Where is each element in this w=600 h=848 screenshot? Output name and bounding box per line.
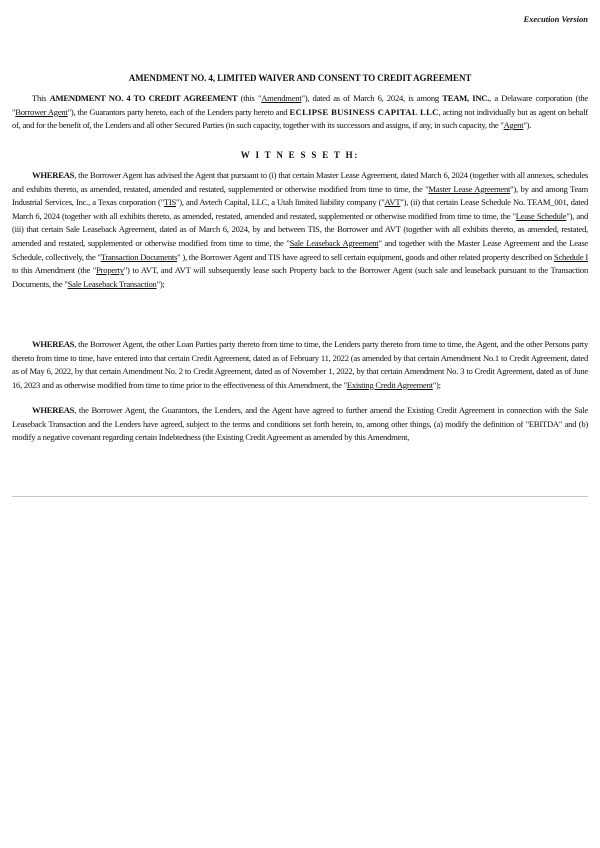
witnesseth-heading: W I T N E S S E T H: — [240, 150, 360, 160]
defined-term-avt: AVT — [384, 197, 401, 208]
defined-term-amendment: Amendment — [261, 93, 302, 103]
defined-term-property: Property — [96, 265, 124, 276]
schedule-reference: Schedule I — [553, 251, 588, 262]
amendment-title-bold: AMENDMENT NO. 4 TO CREDIT AGREEMENT — [49, 93, 238, 103]
defined-term-sale-leaseback-transaction: Sale Leaseback Transaction — [67, 278, 157, 289]
whereas-label: WHEREAS — [32, 339, 75, 349]
party-eclipse: ECLIPSE BUSINESS CAPITAL LLC — [289, 106, 439, 117]
document-title: AMENDMENT NO. 4, LIMITED WAIVER AND CONSENT TO CREDIT AGREEMENT — [128, 73, 472, 83]
whereas-paragraph-1: WHEREAS, the Borrower Agent has advised the Agent that pursuant to (i) that certain Master Lease Agreement, dated March 6, 2024 (together with all annexes, schedules and exhibits thereto, as amended, restated, amended and restated, supplemented or otherwise modified from time to time, the "Master Lease Agreement"), by and among Team Industrial Services, Inc., a Texas corporation ("TIS"), and Avtech Capital, LLC, a Utah limited liability company ("AVT"), (ii) that certain Lease Schedule No. TEAM_001, dated March 6, 2024 (together with all exhibits thereto, as amended, restated, amended and restated, supplemented or otherwise modified from time to time, the "Lease Schedule"), and (iii) that certain Sale Leaseback Agreement, dated as of March 6, 2024, by and between TIS, the Borrower and AVT (together with all exhibits thereto, as amended, restated, amended and restated, supplemented or otherwise modified from time to time, the "Sale Leaseback Agreement" and together with the Master Lease Agreement and the Lease Schedule, collectively, the "Transaction Documents" ), the Borrower Agent and TIS have agreed to sell certain equipment, goods and other related property described on Schedule I to this Amendment (the "Property") to AVT, and AVT will subsequently lease such Property back to the Borrower Agent (such sale and leaseback pursuant to the Transaction Documents, the "Sale Leaseback Transaction"); — [12, 170, 589, 289]
defined-term-sale-leaseback-agreement: Sale Leaseback Agreement — [289, 237, 379, 248]
execution-version-label: Execution Version — [523, 14, 588, 24]
defined-term-borrower-agent: Borrower Agent — [15, 106, 68, 117]
intro-paragraph: This AMENDMENT NO. 4 TO CREDIT AGREEMENT (this "Amendment"), dated as of March 6, 2024, is among TEAM, INC., a Delaware corporation (the "Borrower Agent"), the Guarantors party hereto, each of the Lenders party hereto and ECLIPSE BUSINESS CAPITAL LLC, acting not individually but as agent on behalf of, and for the benefit of, the Lenders and all other Secured Parties (in such capacity, together with its successors and assigns, if any, in such capacity, the "Agent"). — [12, 93, 588, 131]
defined-term-master-lease-agreement: Master Lease Agreement — [428, 183, 511, 194]
whereas-label: WHEREAS — [32, 170, 75, 180]
party-team-inc: TEAM, INC. — [442, 93, 490, 103]
defined-term-tis: TIS — [163, 197, 176, 208]
whereas-paragraph-2: WHEREAS, the Borrower Agent, the other Loan Parties party thereto from time to time, the Lenders party thereto from time to time, the Agent, and the other Persons party thereto from time to time, have entered into that certain Credit Agreement, dated as of February 11, 2022 (as amended by that certain Amendment No.1 to Credit Agreement, dated as of May 6, 2022, by that certain Amendment No. 2 to Credit Agreement, dated as of November 1, 2022, by that certain Amendment No. 3 to Credit Agreement, dated as of June 16, 2023 and as otherwise modified from time to time prior to the effectiveness of this Amendment, the "Existing Credit Agreement"); — [12, 339, 588, 390]
defined-term-transaction-documents: Transaction Documents — [100, 251, 178, 262]
whereas-paragraph-3: WHEREAS, the Borrower Agent, the Guarantors, the Lenders, and the Agent have agreed to further amend the Existing Credit Agreement in connection with the Sale Leaseback Transaction and the Lenders have agreed, subject to the terms and conditions set forth herein, to, among other things, (a) modify the definition of "EBITDA" and (b) modify a negative covenant regarding certain Indebtedness (the Existing Credit Agreement as amended by this Amendment, — [12, 405, 588, 443]
defined-term-existing-credit-agreement: Existing Credit Agreement — [346, 379, 433, 390]
page-divider — [12, 496, 588, 497]
defined-term-agent: Agent — [503, 120, 524, 131]
defined-term-lease-schedule: Lease Schedule — [515, 210, 567, 221]
whereas-label: WHEREAS — [32, 405, 75, 415]
